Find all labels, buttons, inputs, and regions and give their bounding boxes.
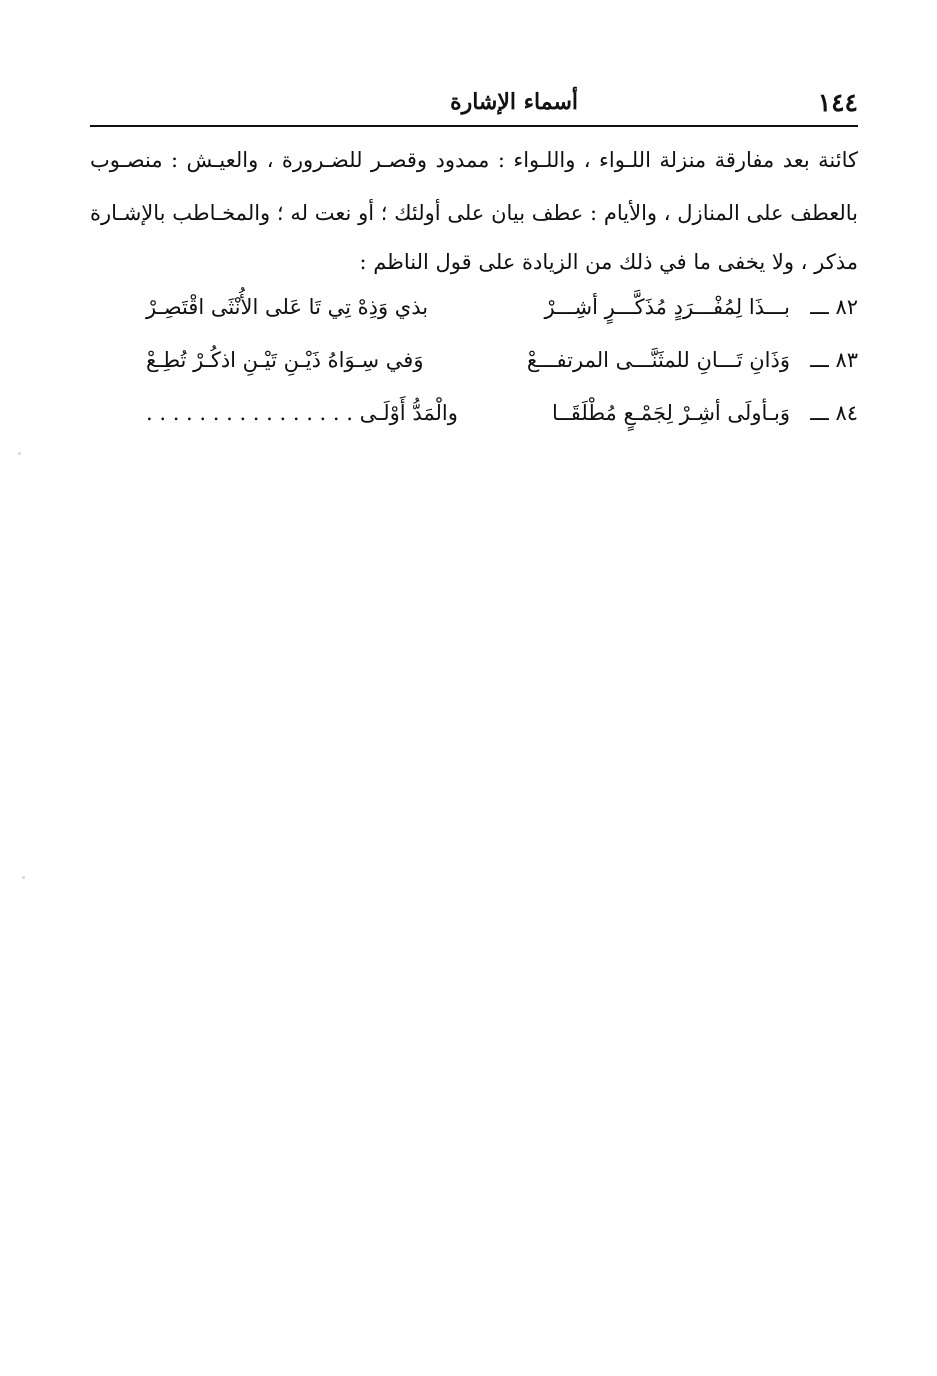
verse-first-hemistich: وَذَانِ تَـــانِ للمثَنَّـــى المرتفـــعْ [526,348,790,372]
verse-82 [140,287,858,327]
scan-speck [18,452,21,455]
verse-second-hemistich: وَفي سِـوَاهُ ذَيْـنِ تَيْـنِ اذكُـرْ تُطِـعْ [146,348,424,372]
page-header [90,86,858,126]
verse-first-hemistich: وَبـأولَى أشِـرْ لِجَمْـعٍ مُطْلَقَــا [552,401,790,425]
paragraph-line-2: بالعطف على المنازل ، والأيام : عطف بيان على أولئك ؛ أو نعت له ؛ والمخـاطب بالإشـارة [90,201,858,225]
header-rule [90,125,858,127]
verse-number: ٨٤ ـــ [810,401,858,425]
verse-second-hemistich: بذي وَذِهْ تِي تَا عَلى الأُنْثَى اقْتَصِـرْ [146,295,429,319]
verse-first-hemistich: بـــذَا لِمُفْـــرَدٍ مُذَكَّـــرٍ أشِـــرْ [544,295,790,319]
page-number: ١٤٤ [817,88,858,117]
paragraph-line-3: مذكر ، ولا يخفى ما في ذلك من الزيادة على قول الناظم : [359,250,858,274]
verse-number: ٨٣ ـــ [810,348,858,372]
running-title: أسماء الإشارة [450,89,578,115]
verse-second-hemistich: والْمَدُّ أَوْلَـى . . . . . . . . . . . . . . . . [146,401,458,425]
verse-84 [140,393,858,433]
paragraph-line-1: كائنة بعد مفارقة منزلة اللـواء ، واللـواء : ممدود وقصـر للضـرورة ، والعيـش : منصـوب [90,148,858,172]
verse-number: ٨٢ ـــ [810,295,858,319]
verse-83 [140,340,858,380]
scan-speck [22,876,25,879]
